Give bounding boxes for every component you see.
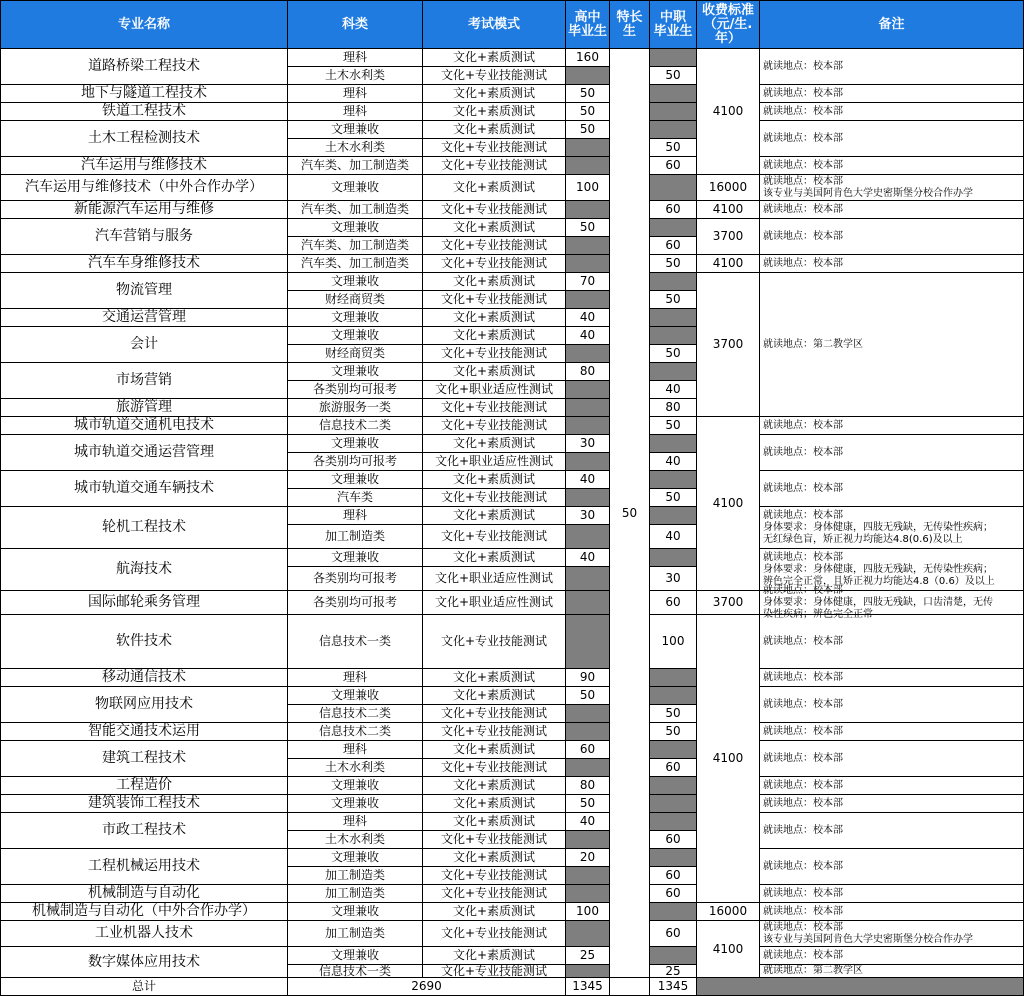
- high-school-quota: [566, 139, 610, 157]
- category-cell: 文理兼收: [288, 687, 423, 705]
- total-vocational: 1345: [650, 978, 697, 996]
- vocational-quota: 50: [650, 489, 697, 507]
- exam-mode-cell: 文化+专业技能测试: [423, 705, 566, 723]
- high-school-quota: [566, 453, 610, 471]
- high-school-quota: [566, 381, 610, 399]
- vocational-quota: [650, 507, 697, 525]
- notes-cell: 就读地点：校本部: [760, 777, 1024, 795]
- vocational-quota: 25: [650, 965, 697, 978]
- high-school-quota: [566, 705, 610, 723]
- notes-cell: 就读地点：校本部: [760, 219, 1024, 255]
- exam-mode-cell: 文化+素质测试: [423, 549, 566, 567]
- major-name: 城市轨道交通机电技术: [0, 417, 288, 435]
- exam-mode-cell: 文化+素质测试: [423, 121, 566, 139]
- category-cell: 土木水利类: [288, 139, 423, 157]
- high-school-quota: [566, 489, 610, 507]
- vocational-quota: 60: [650, 831, 697, 849]
- major-name: 市政工程技术: [0, 813, 288, 849]
- fee-cell: 4100: [697, 921, 760, 978]
- exam-mode-cell: 文化+职业适应性测试: [423, 567, 566, 591]
- high-school-quota: 70: [566, 273, 610, 291]
- high-school-quota: [566, 525, 610, 549]
- notes-cell: 就读地点：校本部: [760, 885, 1024, 903]
- exam-mode-cell: 文化+素质测试: [423, 687, 566, 705]
- notes-cell: 就读地点：校本部: [760, 201, 1024, 219]
- category-cell: 文理兼收: [288, 219, 423, 237]
- notes-cell: 就读地点：第二教学区: [760, 965, 1024, 978]
- category-cell: 土木水利类: [288, 831, 423, 849]
- major-name: 新能源汽车运用与维修: [0, 201, 288, 219]
- fee-cell: 4100: [697, 49, 760, 175]
- category-cell: 财经商贸类: [288, 345, 423, 363]
- notes-cell: 就读地点：校本部: [760, 813, 1024, 849]
- category-cell: 文理兼收: [288, 549, 423, 567]
- category-cell: 加工制造类: [288, 525, 423, 549]
- total-all: 2690: [288, 978, 566, 996]
- exam-mode-cell: 文化+素质测试: [423, 363, 566, 381]
- major-name: 汽车运用与维修技术: [0, 157, 288, 175]
- category-cell: 加工制造类: [288, 867, 423, 885]
- fee-cell: 16000: [697, 175, 760, 201]
- major-name: 工业机器人技术: [0, 921, 288, 947]
- exam-mode-cell: 文化+专业技能测试: [423, 867, 566, 885]
- major-name: 道路桥梁工程技术: [0, 49, 288, 85]
- vocational-quota: 30: [650, 567, 697, 591]
- total-label: 总计: [0, 978, 288, 996]
- high-school-quota: [566, 567, 610, 591]
- exam-mode-cell: 文化+素质测试: [423, 947, 566, 965]
- category-cell: 加工制造类: [288, 921, 423, 947]
- major-name: 数字媒体应用技术: [0, 947, 288, 978]
- category-cell: 汽车类: [288, 489, 423, 507]
- high-school-quota: 40: [566, 309, 610, 327]
- major-name: 旅游管理: [0, 399, 288, 417]
- category-cell: 文理兼收: [288, 903, 423, 921]
- category-cell: 理科: [288, 85, 423, 103]
- category-cell: 各类别均可报考: [288, 381, 423, 399]
- exam-mode-cell: 文化+素质测试: [423, 175, 566, 201]
- exam-mode-cell: 文化+专业技能测试: [423, 615, 566, 669]
- major-name: 汽车车身维修技术: [0, 255, 288, 273]
- vocational-quota: [650, 777, 697, 795]
- exam-mode-cell: 文化+素质测试: [423, 435, 566, 453]
- header-high-school: 高中 毕业生: [566, 0, 610, 49]
- high-school-quota: [566, 255, 610, 273]
- fee-cell: 4100: [697, 201, 760, 219]
- vocational-quota: 60: [650, 921, 697, 947]
- vocational-quota: [650, 471, 697, 489]
- vocational-quota: [650, 49, 697, 67]
- category-cell: 信息技术一类: [288, 965, 423, 978]
- vocational-quota: 60: [650, 759, 697, 777]
- vocational-quota: [650, 687, 697, 705]
- vocational-quota: [650, 795, 697, 813]
- vocational-quota: [650, 903, 697, 921]
- exam-mode-cell: 文化+专业技能测试: [423, 67, 566, 85]
- notes-cell: 就读地点：校本部: [760, 471, 1024, 507]
- exam-mode-cell: 文化+专业技能测试: [423, 489, 566, 507]
- high-school-quota: [566, 399, 610, 417]
- notes-cell: 就读地点：校本部: [760, 615, 1024, 669]
- category-cell: 各类别均可报考: [288, 567, 423, 591]
- category-cell: 理科: [288, 49, 423, 67]
- high-school-quota: 25: [566, 947, 610, 965]
- vocational-quota: 50: [650, 291, 697, 309]
- vocational-quota: [650, 741, 697, 759]
- notes-cell: 就读地点：校本部: [760, 157, 1024, 175]
- exam-mode-cell: 文化+专业技能测试: [423, 345, 566, 363]
- vocational-quota: [650, 947, 697, 965]
- exam-mode-cell: 文化+素质测试: [423, 309, 566, 327]
- category-cell: 财经商贸类: [288, 291, 423, 309]
- fee-cell: 4100: [697, 417, 760, 591]
- exam-mode-cell: 文化+专业技能测试: [423, 885, 566, 903]
- vocational-quota: 60: [650, 867, 697, 885]
- category-cell: 文理兼收: [288, 309, 423, 327]
- notes-cell: 就读地点：校本部 身体要求：身体健康，四肢无残缺，无传染性疾病； 无红绿色盲，矫正视力均能达4.8(0.6)及以上: [760, 507, 1024, 549]
- major-name: 交通运营管理: [0, 309, 288, 327]
- exam-mode-cell: 文化+专业技能测试: [423, 291, 566, 309]
- high-school-quota: [566, 345, 610, 363]
- vocational-quota: 50: [650, 255, 697, 273]
- vocational-quota: 40: [650, 381, 697, 399]
- major-name: 工程机械运用技术: [0, 849, 288, 885]
- major-name: 汽车运用与维修技术（中外合作办学）: [0, 175, 288, 201]
- exam-mode-cell: 文化+素质测试: [423, 903, 566, 921]
- exam-mode-cell: 文化+专业技能测试: [423, 255, 566, 273]
- category-cell: 文理兼收: [288, 471, 423, 489]
- category-cell: 文理兼收: [288, 435, 423, 453]
- category-cell: 文理兼收: [288, 175, 423, 201]
- exam-mode-cell: 文化+专业技能测试: [423, 417, 566, 435]
- high-school-quota: [566, 723, 610, 741]
- header-notes: 备注: [760, 0, 1024, 49]
- fee-cell: 16000: [697, 903, 760, 921]
- notes-cell: 就读地点：校本部: [760, 435, 1024, 471]
- high-school-quota: 80: [566, 777, 610, 795]
- category-cell: 文理兼收: [288, 947, 423, 965]
- fee-cell: 4100: [697, 615, 760, 903]
- high-school-quota: [566, 417, 610, 435]
- exam-mode-cell: 文化+素质测试: [423, 327, 566, 345]
- category-cell: 土木水利类: [288, 67, 423, 85]
- vocational-quota: [650, 121, 697, 139]
- notes-cell: 就读地点：校本部 身体要求：身体健康，四肢无残缺，口齿清楚，无传 染性疾病；辨色完全正常: [760, 591, 1024, 615]
- exam-mode-cell: 文化+专业技能测试: [423, 759, 566, 777]
- vocational-quota: 50: [650, 139, 697, 157]
- major-name: 轮机工程技术: [0, 507, 288, 549]
- total-special: [610, 978, 650, 996]
- major-name: 城市轨道交通运营管理: [0, 435, 288, 471]
- category-cell: 信息技术二类: [288, 705, 423, 723]
- header-special: 特长 生: [610, 0, 650, 49]
- high-school-quota: 50: [566, 85, 610, 103]
- exam-mode-cell: 文化+素质测试: [423, 507, 566, 525]
- notes-cell: 就读地点：校本部 该专业与美国阿肯色大学史密斯堡分校合作办学: [760, 921, 1024, 947]
- fee-cell: 4100: [697, 255, 760, 273]
- high-school-quota: 50: [566, 687, 610, 705]
- vocational-quota: 100: [650, 615, 697, 669]
- vocational-quota: 50: [650, 345, 697, 363]
- high-school-quota: 30: [566, 507, 610, 525]
- exam-mode-cell: 文化+专业技能测试: [423, 965, 566, 978]
- notes-cell: 就读地点：校本部: [760, 669, 1024, 687]
- high-school-quota: [566, 965, 610, 978]
- category-cell: 文理兼收: [288, 327, 423, 345]
- exam-mode-cell: 文化+职业适应性测试: [423, 381, 566, 399]
- vocational-quota: 40: [650, 453, 697, 471]
- vocational-quota: [650, 813, 697, 831]
- vocational-quota: 60: [650, 591, 697, 615]
- high-school-quota: [566, 867, 610, 885]
- exam-mode-cell: 文化+专业技能测试: [423, 723, 566, 741]
- high-school-quota: 80: [566, 363, 610, 381]
- vocational-quota: [650, 175, 697, 201]
- category-cell: 信息技术二类: [288, 723, 423, 741]
- exam-mode-cell: 文化+专业技能测试: [423, 201, 566, 219]
- category-cell: 土木水利类: [288, 759, 423, 777]
- high-school-quota: 100: [566, 175, 610, 201]
- exam-mode-cell: 文化+素质测试: [423, 741, 566, 759]
- high-school-quota: 40: [566, 327, 610, 345]
- exam-mode-cell: 文化+专业技能测试: [423, 831, 566, 849]
- category-cell: 理科: [288, 103, 423, 121]
- category-cell: 文理兼收: [288, 795, 423, 813]
- vocational-quota: [650, 849, 697, 867]
- high-school-quota: 50: [566, 219, 610, 237]
- vocational-quota: 80: [650, 399, 697, 417]
- exam-mode-cell: 文化+素质测试: [423, 813, 566, 831]
- high-school-quota: [566, 291, 610, 309]
- notes-cell: 就读地点：校本部: [760, 49, 1024, 85]
- vocational-quota: 50: [650, 723, 697, 741]
- exam-mode-cell: 文化+专业技能测试: [423, 525, 566, 549]
- high-school-quota: 60: [566, 741, 610, 759]
- vocational-quota: [650, 327, 697, 345]
- vocational-quota: [650, 435, 697, 453]
- high-school-quota: 40: [566, 549, 610, 567]
- notes-cell: 就读地点：校本部: [760, 85, 1024, 103]
- major-name: 土木工程检测技术: [0, 121, 288, 157]
- category-cell: 各类别均可报考: [288, 591, 423, 615]
- high-school-quota: 50: [566, 103, 610, 121]
- exam-mode-cell: 文化+专业技能测试: [423, 399, 566, 417]
- high-school-quota: 50: [566, 121, 610, 139]
- high-school-quota: [566, 157, 610, 175]
- vocational-quota: 60: [650, 157, 697, 175]
- major-name: 软件技术: [0, 615, 288, 669]
- notes-cell: 就读地点：校本部: [760, 741, 1024, 777]
- exam-mode-cell: 文化+素质测试: [423, 103, 566, 121]
- exam-mode-cell: 文化+素质测试: [423, 219, 566, 237]
- category-cell: 理科: [288, 813, 423, 831]
- major-name: 汽车营销与服务: [0, 219, 288, 255]
- notes-cell: 就读地点：校本部: [760, 947, 1024, 965]
- high-school-quota: [566, 759, 610, 777]
- high-school-quota: 30: [566, 435, 610, 453]
- vocational-quota: 60: [650, 885, 697, 903]
- major-name: 会计: [0, 327, 288, 363]
- category-cell: 各类别均可报考: [288, 453, 423, 471]
- category-cell: 旅游服务一类: [288, 399, 423, 417]
- major-name: 机械制造与自动化: [0, 885, 288, 903]
- category-cell: 理科: [288, 741, 423, 759]
- exam-mode-cell: 文化+素质测试: [423, 49, 566, 67]
- total-filler: [697, 978, 1024, 996]
- high-school-quota: [566, 615, 610, 669]
- notes-cell: 就读地点：校本部: [760, 687, 1024, 723]
- total-high-school: 1345: [566, 978, 610, 996]
- major-name: 物流管理: [0, 273, 288, 309]
- high-school-quota: 90: [566, 669, 610, 687]
- vocational-quota: 60: [650, 237, 697, 255]
- major-name: 建筑工程技术: [0, 741, 288, 777]
- fee-cell: 3700: [697, 219, 760, 255]
- vocational-quota: [650, 549, 697, 567]
- exam-mode-cell: 文化+素质测试: [423, 85, 566, 103]
- high-school-quota: [566, 591, 610, 615]
- exam-mode-cell: 文化+职业适应性测试: [423, 591, 566, 615]
- high-school-quota: [566, 237, 610, 255]
- major-name: 市场营销: [0, 363, 288, 399]
- major-name: 工程造价: [0, 777, 288, 795]
- category-cell: 信息技术二类: [288, 417, 423, 435]
- category-cell: 文理兼收: [288, 363, 423, 381]
- high-school-quota: 160: [566, 49, 610, 67]
- category-cell: 加工制造类: [288, 885, 423, 903]
- high-school-quota: [566, 67, 610, 85]
- notes-cell: 就读地点：校本部: [760, 121, 1024, 157]
- notes-cell: 就读地点：校本部 身体要求：身体健康，四肢无残缺，无传染性疾病； 辨色完全正常，且矫正视力均能达4.8（0.6）及以上: [760, 549, 1024, 591]
- notes-cell: 就读地点：校本部 该专业与美国阿肯色大学史密斯堡分校合作办学: [760, 175, 1024, 201]
- category-cell: 文理兼收: [288, 777, 423, 795]
- exam-mode-cell: 文化+素质测试: [423, 849, 566, 867]
- exam-mode-cell: 文化+专业技能测试: [423, 921, 566, 947]
- header-exam-mode: 考试模式: [423, 0, 566, 49]
- vocational-quota: [650, 363, 697, 381]
- vocational-quota: 50: [650, 417, 697, 435]
- category-cell: 文理兼收: [288, 273, 423, 291]
- fee-cell: 3700: [697, 591, 760, 615]
- fee-cell: 3700: [697, 273, 760, 417]
- category-cell: 文理兼收: [288, 121, 423, 139]
- major-name: 航海技术: [0, 549, 288, 591]
- high-school-quota: 100: [566, 903, 610, 921]
- category-cell: 信息技术一类: [288, 615, 423, 669]
- header-name: 专业名称: [0, 0, 288, 49]
- major-name: 铁道工程技术: [0, 103, 288, 121]
- notes-cell: 就读地点：校本部: [760, 723, 1024, 741]
- major-name: 智能交通技术运用: [0, 723, 288, 741]
- major-name: 移动通信技术: [0, 669, 288, 687]
- header-category: 科类: [288, 0, 423, 49]
- exam-mode-cell: 文化+专业技能测试: [423, 237, 566, 255]
- vocational-quota: 50: [650, 67, 697, 85]
- exam-mode-cell: 文化+专业技能测试: [423, 157, 566, 175]
- special-quota: 50: [610, 49, 650, 978]
- vocational-quota: [650, 103, 697, 121]
- header-fee: 收费标准 （元/生. 年）: [697, 0, 760, 49]
- category-cell: 汽车类、加工制造类: [288, 237, 423, 255]
- vocational-quota: 40: [650, 525, 697, 549]
- category-cell: 汽车类、加工制造类: [288, 255, 423, 273]
- exam-mode-cell: 文化+专业技能测试: [423, 139, 566, 157]
- category-cell: 理科: [288, 507, 423, 525]
- vocational-quota: 60: [650, 201, 697, 219]
- notes-cell: 就读地点：校本部: [760, 849, 1024, 885]
- notes-cell: 就读地点：第二教学区: [760, 273, 1024, 417]
- high-school-quota: [566, 831, 610, 849]
- major-name: 建筑装饰工程技术: [0, 795, 288, 813]
- exam-mode-cell: 文化+素质测试: [423, 273, 566, 291]
- high-school-quota: 40: [566, 813, 610, 831]
- notes-cell: 就读地点：校本部: [760, 795, 1024, 813]
- category-cell: 文理兼收: [288, 849, 423, 867]
- notes-cell: 就读地点：校本部: [760, 417, 1024, 435]
- high-school-quota: 40: [566, 471, 610, 489]
- exam-mode-cell: 文化+素质测试: [423, 777, 566, 795]
- category-cell: 理科: [288, 669, 423, 687]
- exam-mode-cell: 文化+素质测试: [423, 795, 566, 813]
- vocational-quota: [650, 85, 697, 103]
- notes-cell: 就读地点：校本部: [760, 903, 1024, 921]
- major-name: 地下与隧道工程技术: [0, 85, 288, 103]
- category-cell: 汽车类、加工制造类: [288, 157, 423, 175]
- high-school-quota: [566, 201, 610, 219]
- notes-cell: 就读地点：校本部: [760, 255, 1024, 273]
- vocational-quota: [650, 219, 697, 237]
- header-vocational: 中职 毕业生: [650, 0, 697, 49]
- high-school-quota: 50: [566, 795, 610, 813]
- high-school-quota: 20: [566, 849, 610, 867]
- vocational-quota: [650, 669, 697, 687]
- exam-mode-cell: 文化+素质测试: [423, 471, 566, 489]
- major-name: 机械制造与自动化（中外合作办学）: [0, 903, 288, 921]
- notes-cell: 就读地点：校本部: [760, 103, 1024, 121]
- exam-mode-cell: 文化+素质测试: [423, 669, 566, 687]
- high-school-quota: [566, 921, 610, 947]
- exam-mode-cell: 文化+职业适应性测试: [423, 453, 566, 471]
- major-name: 国际邮轮乘务管理: [0, 591, 288, 615]
- vocational-quota: [650, 273, 697, 291]
- vocational-quota: [650, 309, 697, 327]
- major-name: 物联网应用技术: [0, 687, 288, 723]
- major-name: 城市轨道交通车辆技术: [0, 471, 288, 507]
- category-cell: 汽车类、加工制造类: [288, 201, 423, 219]
- vocational-quota: 50: [650, 705, 697, 723]
- high-school-quota: [566, 885, 610, 903]
